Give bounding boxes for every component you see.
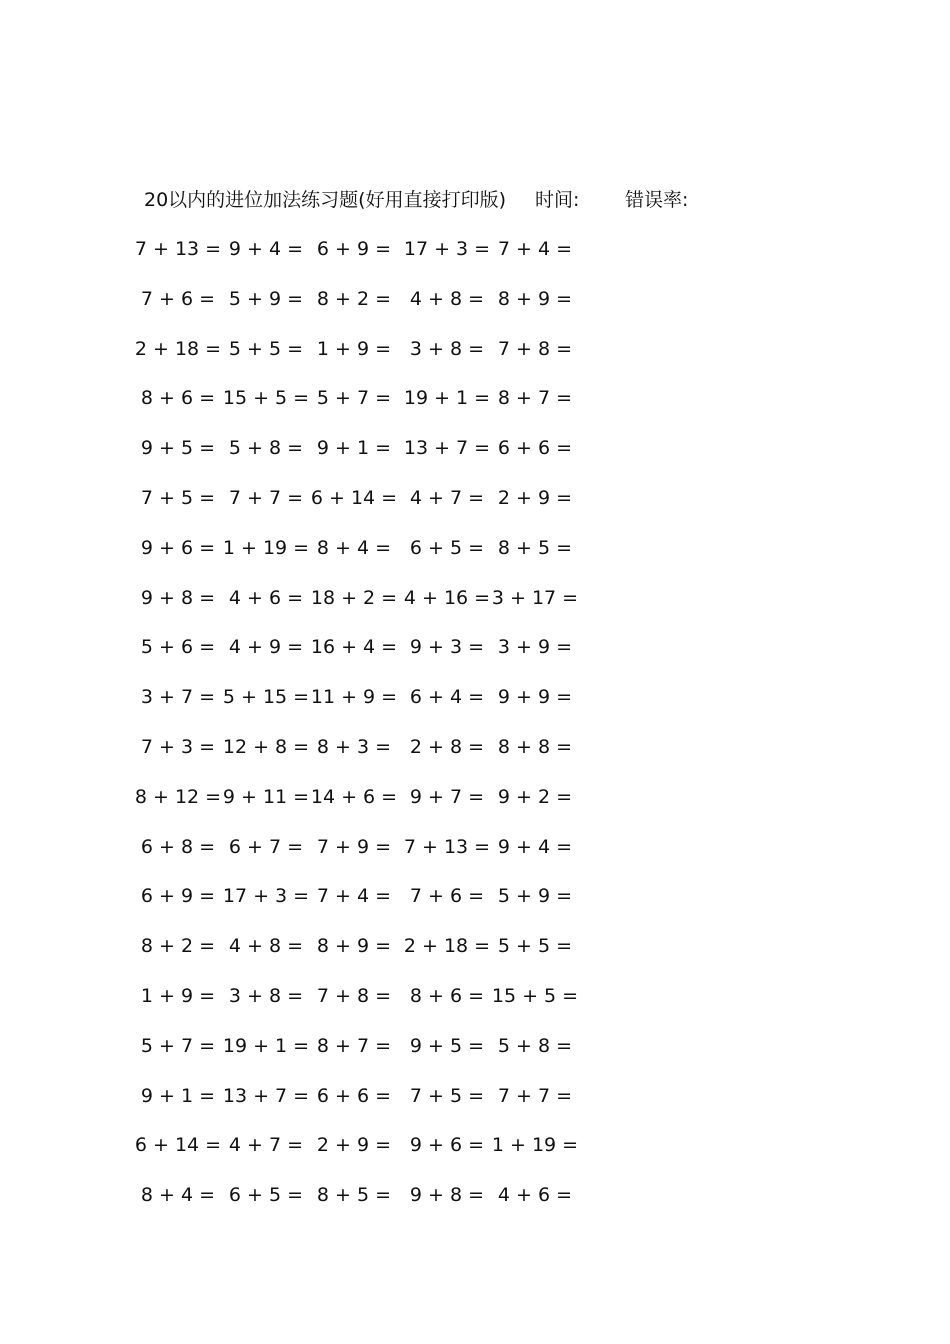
problem-item: 8 + 4 = [140,1184,216,1207]
problem-item: 5 + 9 = [497,885,573,908]
problem-item: 5 + 9 = [228,287,304,310]
problem-item: 13 + 7 = [222,1084,310,1107]
problem-item: 6 + 9 = [316,238,392,260]
problem-item: 9 + 8 = [140,586,216,609]
problem-item: 7 + 13 = [403,835,491,858]
problem-item: 1 + 9 = [140,985,216,1007]
problem-item: 2 + 9 = [497,487,573,509]
problem-item: 7 + 13 = [134,238,222,260]
problem-item: 9 + 8 = [409,1184,485,1207]
problem-item: 6 + 8 = [140,835,216,858]
problem-item: 4 + 8 = [228,935,304,958]
problem-item: 5 + 8 = [497,1034,573,1057]
problem-item: 5 + 6 = [140,636,216,659]
problem-item: 7 + 3 = [140,736,216,758]
problem-item: 7 + 8 = [497,337,573,360]
problem-item: 5 + 5 = [228,337,304,360]
problem-item: 2 + 18 = [403,935,491,958]
problem-item: 6 + 7 = [228,835,304,858]
problem-item: 4 + 6 = [228,586,304,609]
problem-item: 7 + 4 = [497,238,573,260]
problem-item: 9 + 6 = [140,536,216,559]
problem-item: 4 + 8 = [409,287,485,310]
problem-item: 17 + 3 = [222,885,310,908]
problem-item: 8 + 6 = [409,985,485,1007]
problem-item: 6 + 4 = [409,686,485,709]
problem-item: 9 + 7 = [409,785,485,808]
problem-item: 18 + 2 = [310,586,398,609]
problem-item: 4 + 7 = [409,487,485,509]
problem-item: 9 + 4 = [228,238,304,260]
problem-item: 9 + 11 = [222,785,310,808]
problem-item: 7 + 5 = [409,1084,485,1107]
time-label: 时间: [535,189,580,211]
problem-item: 4 + 16 = [403,586,491,609]
problem-item: 3 + 8 = [409,337,485,360]
problem-item: 6 + 14 = [134,1134,222,1157]
problem-item: 8 + 9 = [316,935,392,958]
problem-item: 6 + 5 = [409,536,485,559]
problem-item: 7 + 4 = [316,885,392,908]
problem-item: 5 + 7 = [316,387,392,410]
problem-item: 17 + 3 = [403,238,491,260]
problem-item: 8 + 5 = [316,1184,392,1207]
problem-item: 9 + 4 = [497,835,573,858]
error-rate-label: 错误率: [625,189,689,211]
problem-item: 7 + 8 = [316,985,392,1007]
problem-item: 15 + 5 = [222,387,310,410]
problem-item: 8 + 6 = [140,387,216,410]
problem-item: 9 + 3 = [409,636,485,659]
problem-item: 7 + 9 = [316,835,392,858]
problem-item: 2 + 9 = [316,1134,392,1157]
problem-item: 5 + 5 = [497,935,573,958]
problem-item: 19 + 1 = [403,387,491,410]
problem-item: 9 + 5 = [409,1034,485,1057]
problem-item: 9 + 5 = [140,437,216,460]
problem-item: 7 + 6 = [140,287,216,310]
problem-item: 3 + 7 = [140,686,216,709]
problem-item: 6 + 5 = [228,1184,304,1207]
problem-item: 6 + 6 = [316,1084,392,1107]
problem-item: 5 + 8 = [228,437,304,460]
problem-item: 7 + 5 = [140,487,216,509]
problem-item: 19 + 1 = [222,1034,310,1057]
problem-item: 8 + 12 = [134,785,222,808]
problem-item: 7 + 7 = [497,1084,573,1107]
problem-item: 9 + 9 = [497,686,573,709]
problem-item: 8 + 7 = [497,387,573,410]
worksheet-title: 20以内的进位加法练习题(好用直接打印版) [144,189,507,211]
problem-item: 9 + 1 = [316,437,392,460]
problem-item: 4 + 9 = [228,636,304,659]
problem-item: 8 + 2 = [140,935,216,958]
problem-item: 8 + 2 = [316,287,392,310]
problem-item: 15 + 5 = [491,985,579,1007]
problem-item: 2 + 18 = [134,337,222,360]
problem-item: 6 + 9 = [140,885,216,908]
problem-item: 7 + 7 = [228,487,304,509]
problem-item: 6 + 14 = [310,487,398,509]
problem-item: 6 + 6 = [497,437,573,460]
problem-item: 2 + 8 = [409,736,485,758]
problem-item: 1 + 19 = [222,536,310,559]
problem-item: 13 + 7 = [403,437,491,460]
problem-item: 1 + 19 = [491,1134,579,1157]
problem-item: 8 + 9 = [497,287,573,310]
problem-item: 4 + 6 = [497,1184,573,1207]
problem-item: 8 + 5 = [497,536,573,559]
problem-item: 16 + 4 = [310,636,398,659]
problem-item: 8 + 7 = [316,1034,392,1057]
problem-item: 14 + 6 = [310,785,398,808]
problem-item: 3 + 9 = [497,636,573,659]
problem-item: 3 + 17 = [491,586,579,609]
problem-item: 9 + 6 = [409,1134,485,1157]
problem-item: 4 + 7 = [228,1134,304,1157]
problem-item: 5 + 15 = [222,686,310,709]
problem-item: 1 + 9 = [316,337,392,360]
problem-item: 8 + 3 = [316,736,392,758]
problem-item: 5 + 7 = [140,1034,216,1057]
problem-item: 11 + 9 = [310,686,398,709]
problem-item: 9 + 1 = [140,1084,216,1107]
problem-item: 12 + 8 = [222,736,310,758]
problem-item: 8 + 4 = [316,536,392,559]
problem-item: 9 + 2 = [497,785,573,808]
problem-item: 7 + 6 = [409,885,485,908]
problem-item: 8 + 8 = [497,736,573,758]
problem-item: 3 + 8 = [228,985,304,1007]
